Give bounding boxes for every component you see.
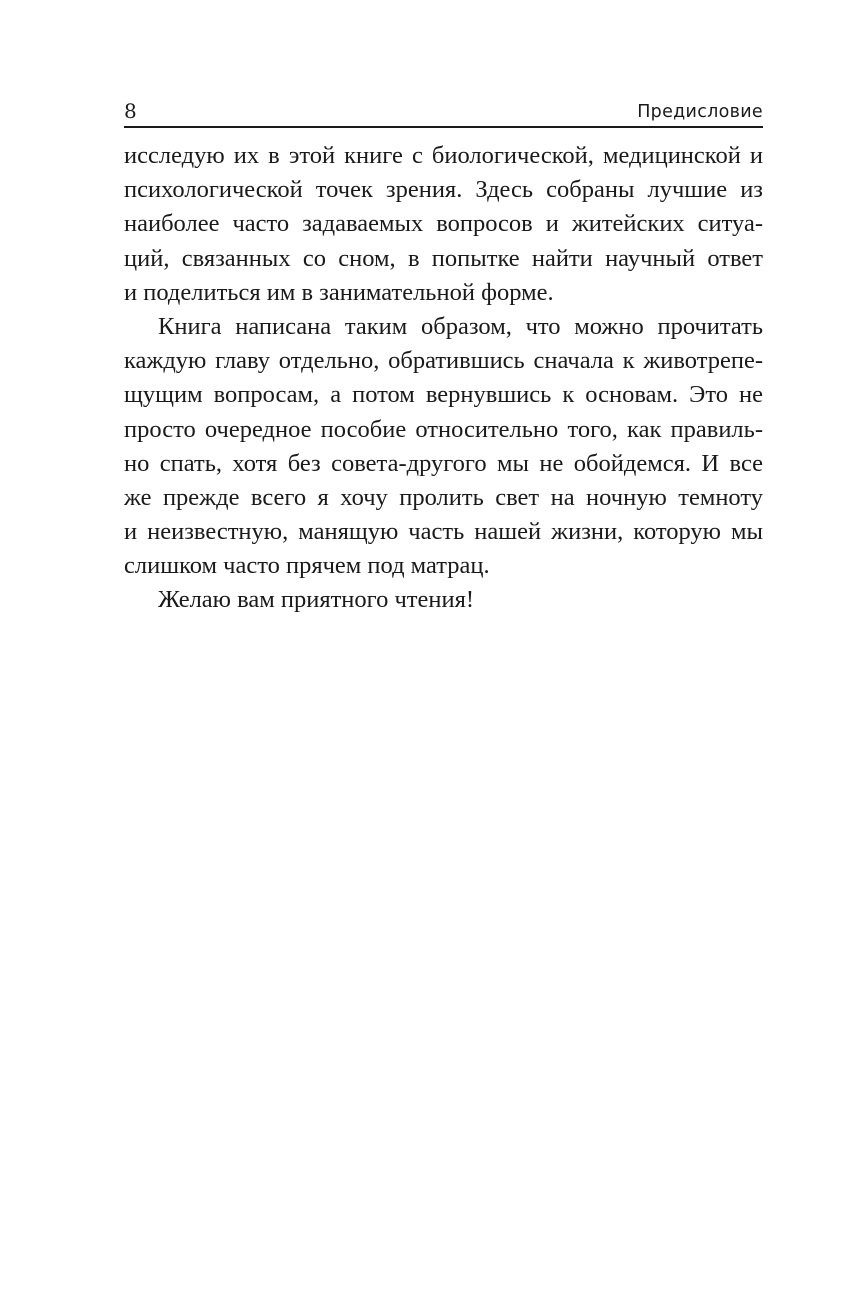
text-line: психологической точек зрения. Здесь собраны лучшие из [124,176,763,204]
text-line: Желаю вам приятного чтения! [158,586,475,614]
text-line: же прежде всего я хочу пролить свет на ночную темноту [124,483,763,511]
text-line: каждую главу отдельно, обратившись сначала к животрепе- [124,347,763,375]
text-line: но спать, хотя без совета-другого мы не обойдемся. И все [124,449,763,477]
text-line: наиболее часто задаваемых вопросов и житейских ситуа- [124,210,763,238]
body-text [124,139,763,618]
text-line: слишком часто прячем под матрац. [124,552,490,580]
text-line: и неизвестную, манящую часть нашей жизни, которую мы [124,518,763,546]
section-title: Предисловие [637,102,763,122]
text-line: щущим вопросам, а потом вернувшись к основам. Это не [124,381,763,409]
running-header [124,98,763,128]
text-line: просто очередное пособие относительно того, как правиль- [124,415,763,443]
text-line: исследую их в этой книге с биологической, медицинской и [124,142,763,169]
page-number: 8 [124,99,137,123]
text-line: и поделиться им в занимательной форме. [124,278,554,306]
text-line: ций, связанных со сном, в попытке найти научный ответ [124,244,763,272]
text-line: Книга написана таким образом, что можно прочитать [158,312,763,340]
